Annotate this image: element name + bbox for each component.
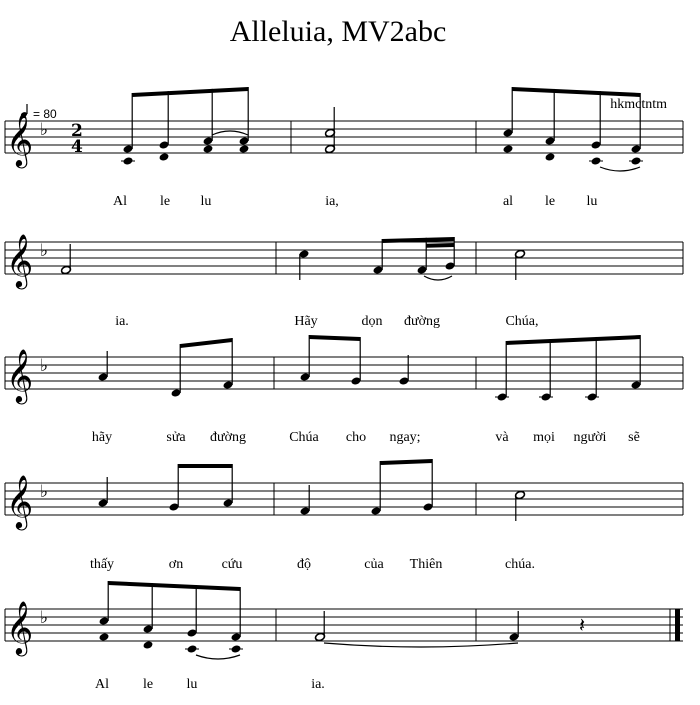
beam [309,335,360,341]
treble-clef-icon: 𝄞 [6,600,34,654]
lyric-syllable: Chúa, [505,314,539,329]
lyric-syllable: al [502,194,514,209]
note [229,632,243,653]
composer-credit: hkmctntm [610,97,667,112]
lyric-syllable: le [142,677,154,692]
filled-notehead [143,640,154,649]
lyric-syllable: và [495,430,509,445]
filled-notehead [231,644,242,653]
lyric-syllable: cho [345,430,367,445]
tie [600,167,640,171]
beam [132,87,248,97]
treble-clef-icon: 𝄞 [6,112,34,166]
lyric-syllable: của [364,557,384,572]
lyric-syllable: cứu [221,557,243,572]
lyric-syllable: sẽ [628,430,640,445]
filled-notehead [239,144,250,153]
score-title: Alleluia, MV2abc [229,15,447,48]
staff-systems [5,87,683,692]
flat-key-signature-icon: ♭ [40,241,49,261]
beam [178,464,232,468]
beam-group [380,459,432,511]
filled-notehead [187,644,198,653]
lyric-syllable: người [573,430,607,445]
lyric-syllable: ơn [168,557,184,572]
lyric-syllable: ia. [311,677,325,692]
lyric-syllable: độ [297,557,311,572]
note [629,144,643,165]
lyric-syllable: đường [210,430,246,445]
beam [512,87,640,97]
filled-notehead [203,144,214,153]
staff-system [5,112,683,209]
lyric-syllable: thấy [89,557,115,572]
lyric-syllable: chúa. [505,557,535,572]
lyric-syllable: Hãy [294,314,318,329]
beam [380,459,432,465]
treble-clef-icon: 𝄞 [6,348,34,402]
tie [196,655,240,659]
note [585,392,599,401]
filled-notehead [99,632,110,641]
lyric-syllable: hãy [91,430,113,445]
lyric-syllable: ia. [115,314,129,329]
time-signature-numerator: 2 [71,121,83,141]
flat-key-signature-icon: ♭ [40,120,49,140]
lyric-syllable: Al [95,677,109,692]
lyric-syllable: lu [586,194,598,209]
filled-notehead [123,156,134,165]
filled-notehead [591,156,602,165]
beam-group [506,335,640,397]
note [495,392,509,401]
lyric-syllable: le [159,194,171,209]
lyric-syllable: ia, [325,194,339,209]
treble-clef-icon: 𝄞 [6,474,34,528]
secondary-beam [426,243,454,248]
staff-system [5,233,683,329]
lyric-syllable: lu [186,677,198,692]
tie [424,276,452,280]
lyric-syllable: Thiên [409,557,443,572]
lyric-syllable: sửa [166,430,186,445]
lyric-syllable: lu [200,194,212,209]
flat-key-signature-icon: ♭ [40,608,49,628]
filled-notehead [545,152,556,161]
beam-group [178,464,232,507]
lyric-syllable: ngay; [389,430,421,445]
treble-clef-icon: 𝄞 [6,233,34,287]
note [539,392,553,401]
lyric-syllable: Chúa [289,430,319,445]
tie [212,131,248,135]
lyric-syllable: dọn [361,314,383,329]
beam [180,338,232,348]
note [121,144,135,165]
filled-notehead [159,152,170,161]
beam [108,581,240,591]
filled-notehead [631,156,642,165]
beam-group [132,87,248,149]
lyric-syllable: Al [113,194,127,209]
filled-notehead [503,144,514,153]
quarter-rest-icon: 𝄽 [579,613,586,637]
time-signature-denominator: 4 [71,137,83,157]
tie [324,643,518,647]
flat-key-signature-icon: ♭ [40,482,49,502]
beam [506,335,640,345]
lyric-syllable: đường [404,314,440,329]
lyric-syllable: mọi [533,430,555,445]
flat-key-signature-icon: ♭ [40,356,49,376]
beam-group [309,335,360,381]
tempo-value: = 80 [33,107,57,121]
final-barline-thick [675,609,680,641]
lyric-syllable: le [544,194,556,209]
